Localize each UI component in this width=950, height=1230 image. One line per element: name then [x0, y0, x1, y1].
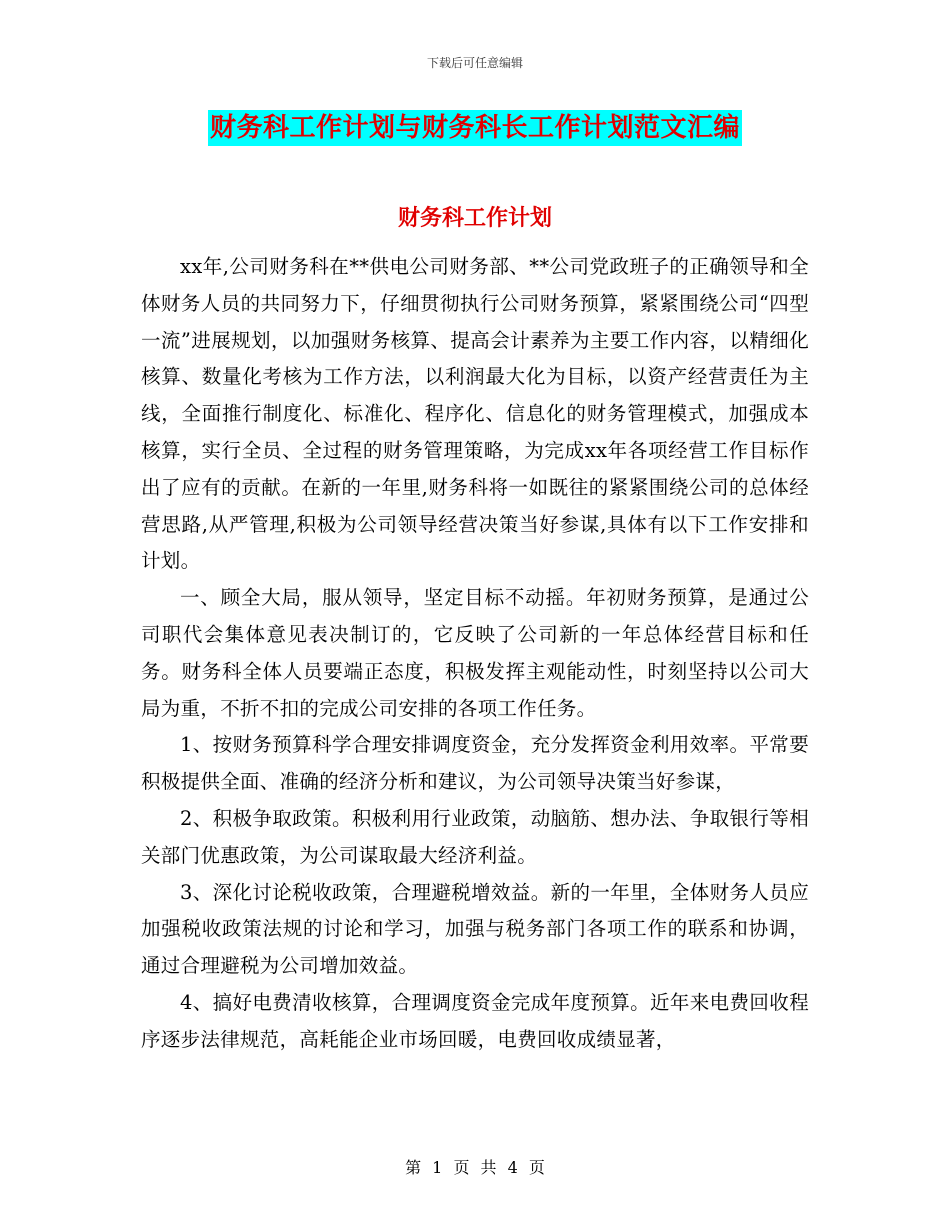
section-title: 财务科工作计划: [397, 205, 552, 231]
page-number-footer: 第 1 页 共 4 页: [405, 1158, 545, 1177]
document-title: 财务科工作计划与财务科长工作计划范文汇编: [208, 110, 742, 146]
document-body: [141, 249, 809, 1059]
paragraph-point-1: 一、顾全大局，服从领导，坚定目标不动摇。年初财务预算，是通过公司职代会集体意见表决制订的，它反映了公司新的一年总体经营目标和任务。财务科全体人员要端正态度，积极发挥主观能动性，时刻坚持以公司大局为重，不折不扣的完成公司安排的各项工作任务。: [141, 586, 809, 720]
document-title-container: [0, 110, 950, 146]
paragraph-item-3: 3、深化讨论税收政策，合理避税增效益。新的一年里，全体财务人员应加强税收政策法规的讨论和学习，加强与税务部门各项工作的联系和协调，通过合理避税为公司增加效益。: [141, 880, 809, 978]
paragraph-item-4: 4、搞好电费清收核算，合理调度资金完成年度预算。近年来电费回收程序逐步法律规范，高耗能企业市场回暖，电费回收成绩显著，: [141, 990, 809, 1051]
paragraph-item-2: 2、积极争取政策。积极利用行业政策，动脑筋、想办法、争取银行等相关部门优惠政策，为公司谋取最大经济利益。: [141, 806, 809, 867]
paragraph-intro: xx年,公司财务科在**供电公司财务部、**公司党政班子的正确领导和全体财务人员的共同努力下，仔细贯彻执行公司财务预算，紧紧围绕公司“四型一流”进展规划，以加强财务核算、提高会计素养为主要工作内容，以精细化核算、数量化考核为工作方法，以利润最大化为目标，以资产经营责任为主线，全面推行制度化、标准化、程序化、信息化的财务管理模式，加强成本核算，实行全员、全过程的财务管理策略，为完成xx年各项经营工作目标作出了应有的贡献。在新的一年里,财务科将一如既往的紧紧围绕公司的总体经营思路,从严管理,积极为公司领导经营决策当好参谋,具体有以下工作安排和计划。: [141, 255, 809, 573]
paragraph-item-1: 1、按财务预算科学合理安排调度资金，充分发挥资金利用效率。平常要积极提供全面、准确的经济分析和建议，为公司领导决策当好参谋，: [141, 733, 809, 794]
header-note: 下载后可任意编辑: [426, 56, 523, 70]
